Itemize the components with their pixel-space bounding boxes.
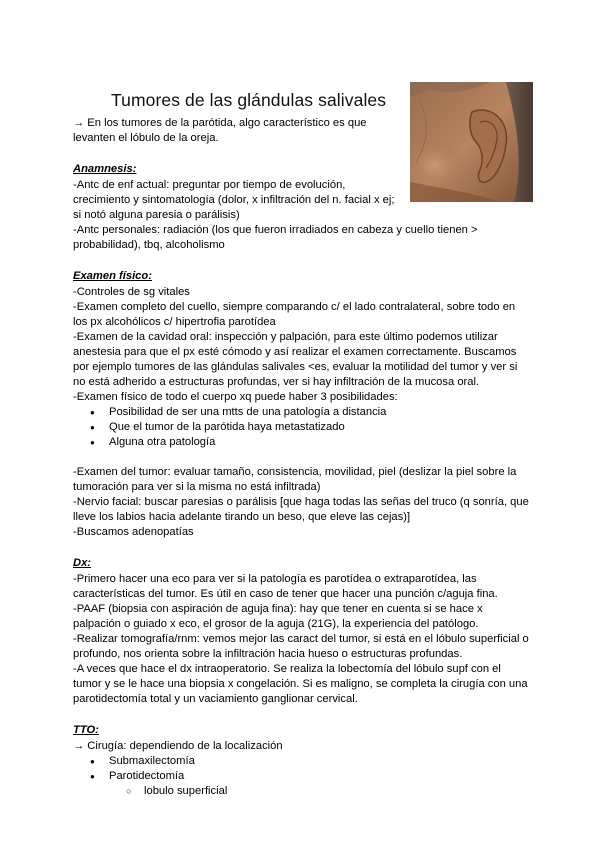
text-line: -Realizar tomografía/rnm: vemos mejor las caract del tumor, si está en el lóbulo superficial o [73,633,529,645]
bullet-list [73,754,523,784]
text-line: los px alcohólicos c/ hipertrofia parotídea [73,316,276,328]
text-line: -Buscamos adenopatías [73,526,194,538]
text-line: -Antc personales: radiación (los que fueron irradiados en cabeza y cuello tienen > [73,224,478,236]
text-line: -PAAF (biopsia con aspiración de aguja fina): hay que tener en cuenta si se hace x [73,603,483,615]
bullet-list [73,405,523,450]
text-line: crecimiento y sintomatología (dolor, x infiltración del n. facial x ej; [73,194,395,206]
text-line: -Primero hacer una eco para ver si la patología es parotídea o extraparotídea, las [73,573,477,585]
intro-line: → En los tumores de la parótida, algo característico es que [73,117,367,129]
section-heading-anamnesis: Anamnesis: [73,163,137,175]
text-line: -A veces que hace el dx intraoperatorio. Se realiza la lobectomía del lóbulo supf con el [73,663,501,675]
text-line: tumoración para ver si la misma no está infiltrada) [73,481,321,493]
text-line: -Examen físico de todo el cuerpo xq puede haber 3 posibilidades: [73,391,398,403]
document-body [73,116,529,799]
sub-bullet-list [73,784,523,799]
text-line: por ejemplo tumores de las glándulas salivales <es, evaluar la motilidad del tumor y ver si [73,361,518,373]
list-item: ● Que el tumor de la parótida haya metastatizado [73,420,523,435]
text-line: -Antc de enf actual: preguntar por tiempo de evolución, [73,179,346,191]
text-line: -Examen completo del cuello, siempre comparando c/ el lado contralateral, sobre todo en [73,301,516,313]
text-line: lleve los labios hacia adelante tirando un beso, que eleve las cejas)] [73,511,411,523]
page-title: Tumores de las glándulas salivales [111,90,387,110]
text-line: -Nervio facial: buscar paresias o parálisis [que haga todas las señas del truco (q sonría, que [73,496,529,508]
text-line: no está adherido a estructuras profundas, ver si hay infiltración de la mucosa oral. [73,376,480,388]
text-line: características del tumor. Es útil en caso de tener que hacer una punción c/aguja fina. [73,588,498,600]
section-heading-dx: Dx: [73,557,92,569]
text-line: probabilidad), tbq, alcoholismo [73,239,225,251]
list-item: ● Submaxilectomía [73,754,523,769]
text-line: -Examen de la cavidad oral: inspección y palpación, para este último podemos utilizar [73,331,498,343]
section-heading-tto: TTO: [73,724,99,736]
text-line: parotidectomía total y un vaciamiento ganglionar cervical. [73,693,358,705]
text-line: anestesia para que el px esté cómodo y así realizar el examen correctamente. Buscamos [73,346,517,358]
text-line: si notó alguna paresia o parálisis) [73,209,240,221]
list-item: ● Parotidectomía [73,769,523,784]
text-line: palpación o guiado x eco, el grosor de la aguja (21G), la experiencia del patólogo. [73,618,479,630]
list-item: ○ lobulo superficial [73,784,523,799]
list-item: ● Alguna otra patología [73,435,523,450]
list-item: ● Posibilidad de ser una mtts de una patología a distancia [73,405,523,420]
intro-line: levanten el lóbulo de la oreja. [73,132,219,144]
text-line: tumor y se le hace una biopsia x congelación. Si es maligno, se completa la cirugía con una [73,678,528,690]
text-line: -Examen del tumor: evaluar tamaño, consistencia, movilidad, piel (deslizar la piel sobre la [73,466,517,478]
text-line: profundo, nos orienta sobre la infiltración hacia hueso o estructuras profundas. [73,648,463,660]
text-line: -Controles de sg vitales [73,286,190,298]
spacer [73,450,523,465]
text-line: → Cirugía: dependiendo de la localización [73,740,283,752]
section-heading-examen-fisico: Examen físico: [73,270,152,282]
